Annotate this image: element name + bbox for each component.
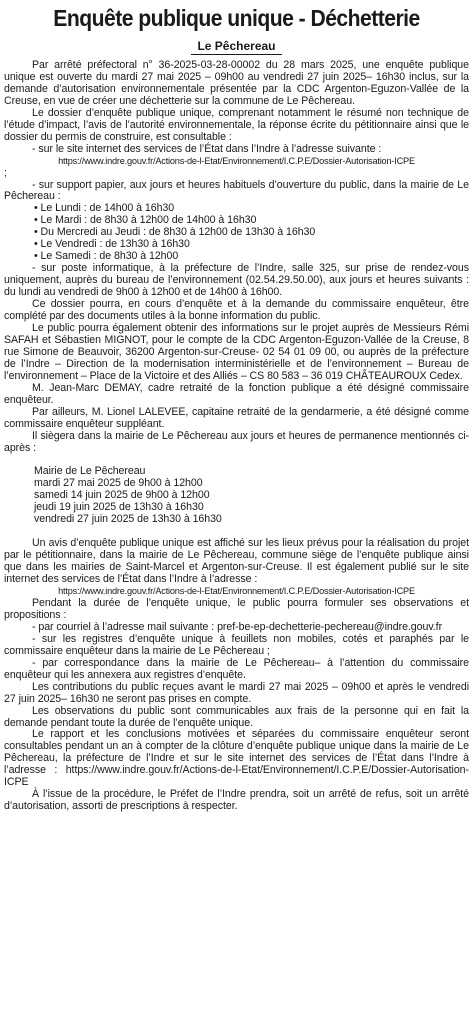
permanence-item: jeudi 19 juin 2025 de 13h30 à 16h30 (34, 501, 204, 514)
paragraph-support-papier: - sur support papier, aux jours et heures habituels d’ouverture du public, dans la mairie de Le Pêchereau : (4, 178, 469, 203)
paragraph-site-internet: - sur le site internet des services de l’État dans l’Indre à l’adresse suivante : (32, 142, 382, 155)
paragraph-communicables: Les observations du public sont communicables aux frais de la personne qui en fait la demande pendant toute la durée de l’enquête unique. (4, 704, 469, 729)
hours-item: • Du Mercredi au Jeudi : de 8h30 à 12h00 de 13h30 à 16h30 (34, 226, 316, 239)
paragraph-issue: À l’issue de la procédure, le Préfet de l’Indre prendra, soit un arrêté de refus, soit un arrêté d’autorisation, assorti de prescriptions à respecter. (4, 788, 469, 813)
url-dossier-icpe[interactable]: https://www.indre.gouv.fr/Actions-de-l-Etat/Environnement/I.C.P.E/Dossier-Autorisation-ICPE (58, 155, 415, 166)
hours-item: • Le Vendredi : de 13h30 à 16h30 (34, 238, 190, 251)
paragraph-suppleant: Par ailleurs, M. Lionel LALEVEE, capitaine retraité de la gendarmerie, a été désigné comme commissaire enquêteur suppléant. (4, 405, 469, 430)
notice-body (4, 60, 469, 813)
notice-title: Enquête publique unique - Déchetterie (53, 5, 420, 31)
semicolon-line: ; (4, 166, 7, 179)
notice-subtitle (4, 39, 469, 55)
paragraph-commissaire: M. Jean-Marc DEMAY, cadre retraité de la fonction publique a été désigné commissaire enquêteur. (4, 381, 469, 406)
paragraph-poste-informatique: - sur poste informatique, à la préfecture de l’Indre, salle 325, sur prise de rendez-vous uniquement, auprès du bureau de l’environnement (02.54.29.50.00), aux jours et heures suivants : du lundi au vendredi de 9h00 à 12h00 et de 14h00 à 16h00. (4, 262, 469, 299)
commune-name: Le Pêchereau (191, 39, 281, 55)
notice-page (0, 3, 473, 813)
paragraph-dossier: Le dossier d’enquête publique unique, comprenant notamment le résumé non technique de l’étude d’impact, l’avis de l’autorité environnementale, la réponse écrite du pétitionnaire ainsi que le dossier du permis de construire, est consultable : (4, 106, 469, 143)
paragraph-registres: - sur les registres d’enquête unique à feuillets non mobiles, cotés et paraphés par le commissaire enquêteur dans la mairie de Le Pêchereau ; (4, 632, 469, 657)
paragraph-courriel: - par courriel à l’adresse mail suivante : pref-be-ep-dechetterie-pechereau@indre.gouv.fr (32, 620, 443, 633)
permanence-item: samedi 14 juin 2025 de 9h00 à 12h00 (34, 489, 210, 502)
paragraph-correspondance: - par correspondance dans la mairie de Le Pêchereau– à l’attention du commissaire enquêteur qui les annexera aux registres d’enquête. (4, 656, 469, 681)
paragraph-rapport: Le rapport et les conclusions motivées et séparées du commissaire enquêteur seront consultables pendant un an à compter de la clôture d’enquête publique unique dans la mairie de Le Pêchereau, la préfecture de l’Indre et sur le site internet des services de l’État dans l’Indre à l’adresse : https://www.indre.gouv.fr/Actions-de-l-Etat/Environnement/I.C.P.E/Dossier-Autorisation-ICPE (4, 728, 469, 789)
hours-item: • Le Mardi : de 8h30 à 12h00 de 14h00 à 16h30 (34, 214, 257, 227)
paragraph-permanences-intro: Il siègera dans la mairie de Le Pêchereau aux jours et heures de permanence mentionnés ci-après : (4, 429, 469, 454)
paragraph-observations: Pendant la durée de l’enquête unique, le public pourra formuler ses observations et propositions : (4, 596, 469, 621)
permanence-item: Mairie de Le Pêchereau (34, 465, 146, 478)
paragraph-avis-affiche: Un avis d’enquête publique unique est affiché sur les lieux prévus pour la réalisation du projet par le pétitionnaire, dans la mairie de Le Pêchereau, commune siège de l’enquête publique ainsi que dans les mairies de Saint-Marcel et Argenton-sur-Creuse. Il est également publié sur le site internet des services de l’État dans l’Indre à l’adresse : (4, 537, 469, 586)
paragraph-contributions: Les contributions du public reçues avant le mardi 27 mai 2025 – 09h00 et après le vendredi 27 juin 2025– 16h30 ne seront pas prises en compte. (4, 680, 469, 705)
hours-item: • Le Samedi : de 8h30 à 12h00 (34, 250, 179, 263)
permanence-item: vendredi 27 juin 2025 de 13h30 à 16h30 (34, 513, 222, 526)
permanence-item: mardi 27 mai 2025 de 9h00 à 12h00 (34, 477, 203, 490)
url-dossier-icpe[interactable]: https://www.indre.gouv.fr/Actions-de-l-Etat/Environnement/I.C.P.E/Dossier-Autorisation-ICPE (58, 586, 415, 597)
paragraph-complement: Ce dossier pourra, en cours d’enquête et à la demande du commissaire enquêteur, être complété par des documents utiles à la bonne information du public. (4, 298, 469, 323)
paragraph-informations: Le public pourra également obtenir des informations sur le projet auprès de Messieurs Rémi SAFAH et Sébastien MIGNOT, pour le compte de la CDC Argenton-Eguzon-Vallée de la Creuse, 8 rue Simone de Beauvoir, 36200 Argenton-sur-Creuse- 02 54 01 09 00, ou auprès de la préfecture de l’Indre – Direction de la modernisation interministérielle et de l’environnement – Bureau de l’environnement – Place de la Victoire et des Alliés – CS 80 583 – 36 019 CHÂTEAUROUX Cedex. (4, 321, 469, 382)
hours-item: • Le Lundi : de 14h00 à 16h30 (34, 202, 175, 215)
paragraph-arrete: Par arrêté préfectoral n° 36-2025-03-28-00002 du 28 mars 2025, une enquête publique unique est ouverte du mardi 27 mai 2025 – 09h00 au vendredi 27 juin 2025– 16h30 inclus, sur la demande d’autorisation environnementale présentée par la CDC Argenton-Eguzon-Vallée de la Creuse, en vue de créer une déchetterie sur la commune de Le Pêchereau. (4, 59, 469, 107)
